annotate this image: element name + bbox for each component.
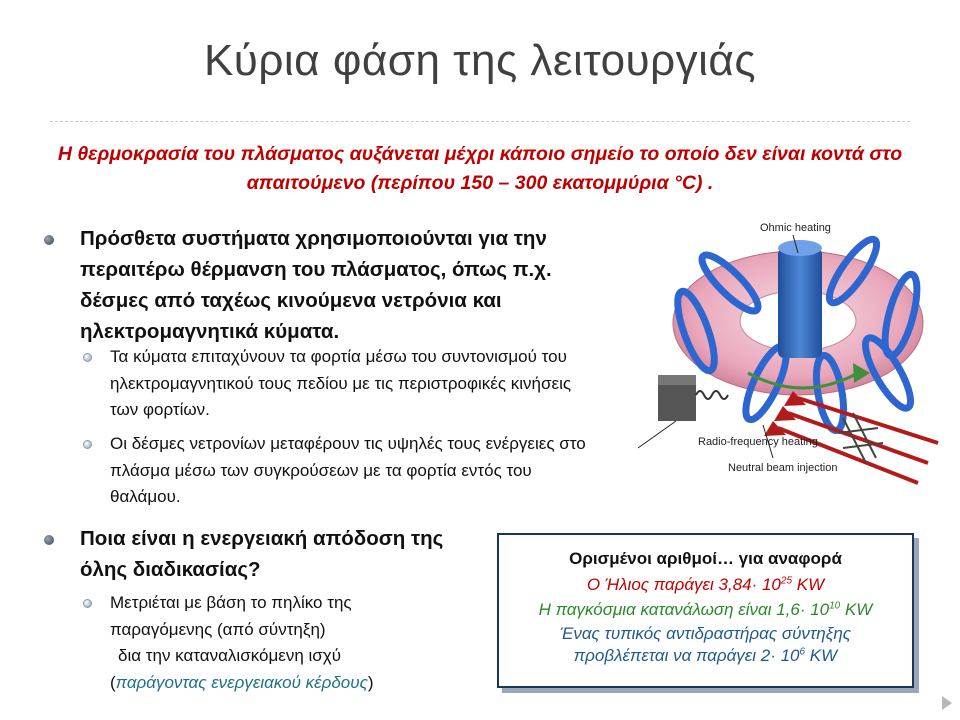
world-consumption-line [499,600,912,620]
intro-text: Η θερμοκρασία του πλάσματος αυξάνεται μέχρι κάποιο σημείο το οποίο δεν είναι κοντά στο απαιτούμενο (περίπου 150 – 300 εκατομμύρια °C) . [57,143,903,194]
gain-factor-highlight: παράγοντας ενεργειακού κέρδους [115,672,368,692]
central-solenoid [778,240,822,358]
world-consumption-unit: KW [840,600,873,619]
gain-line-1: Μετριέται με βάση το πηλίκο της [110,593,352,612]
reactor-output-text-2: προβλέπεται να παράγει 2· 10 [573,646,800,665]
sun-output-line [499,575,912,595]
world-consumption-text: Η παγκόσμια κατανάλωση είναι 1,6· 10 [538,600,830,619]
tokamak-diagram [598,213,950,533]
bullet-heating-systems: Πρόσθετα συστήματα χρησιμοποιούνται για την περαιτέρω θέρμανση του πλάσματος, όπως π.χ. δέσμες από ταχέως κινούμενα νετρόνια και ηλεκτρομαγνητικά κύματα. [80,227,552,343]
sub-bullet-waves: Τα κύματα επιταχύνουν τα φορτία μέσω του συντονισμού του ηλεκτρομαγνητικού τους πεδίου με τις περιστροφικές κινήσεις των φορτίων. [110,347,572,419]
bullet-energy-efficiency: Ποια είναι η ενεργειακή απόδοση της όλης διαδικασίας? [80,527,444,581]
sub-bullet-icon [83,353,92,362]
box-title: Ορισμένοι αριθμοί… για αναφορά [569,549,842,568]
slide-corner-marker [942,696,952,710]
sub-bullet-icon [83,440,92,449]
reactor-output-line [499,623,912,667]
label-neutral-beam: Neutral beam injection [728,462,838,474]
reactor-output-unit: KW [805,646,838,665]
world-consumption-exp: 10 [829,600,841,612]
label-rf-heating: Radio-frequency heating [698,436,818,448]
reference-numbers-box [497,533,914,688]
label-ohmic-heating: Ohmic heating [760,222,831,234]
reactor-output-text-1: Ένας τυπικός αντιδραστήρας σύντηξης [559,624,852,643]
reactor-output-exp: 6 [799,646,806,658]
sun-output-text: Ο Ήλιος παράγει 3,84· 10 [586,575,781,594]
sub-bullet-neutral-beams: Οι δέσμες νετρονίων μεταφέρουν τις υψηλές τους ενέργειες στο πλάσμα μέσω των συγκρούσεων με τα φορτία εντός του θαλάμου. [110,434,586,506]
page-title: Κύρια φάση της λειτουργιάς [203,36,757,85]
sun-output-unit: KW [792,575,825,594]
title-divider [50,121,910,122]
bullet-icon [44,235,54,245]
sub-bullet-icon [83,599,92,608]
sub-bullet-gain-factor [110,590,470,696]
bullet-icon [44,535,54,545]
rf-antenna [658,375,728,421]
gain-close-paren: ) [367,672,374,692]
gain-open-paren: ( [110,672,116,692]
sun-output-exp: 25 [780,575,793,587]
gain-line-3: δια την καταναλισκόμενη ισχύ [118,646,341,665]
gain-line-2: παραγόμενης (από σύντηξη) [110,619,326,639]
